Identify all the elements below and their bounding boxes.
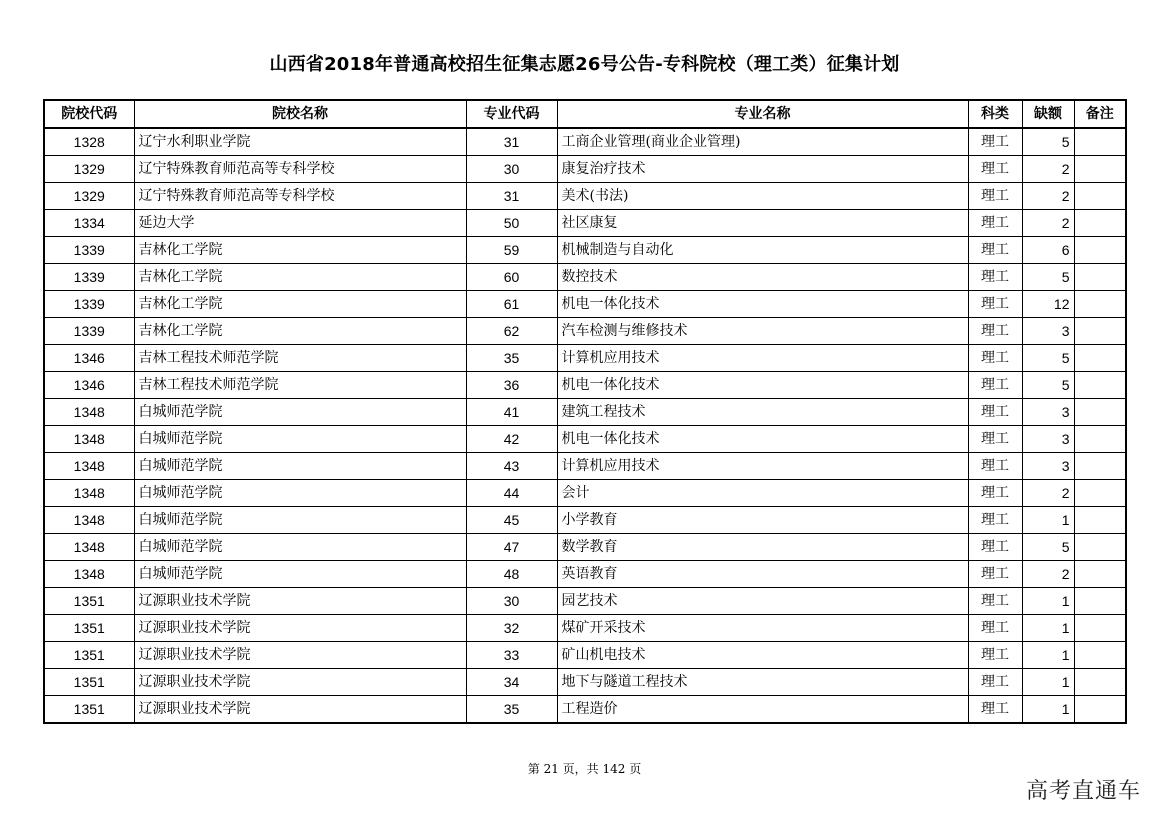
- cell-category: 理工: [968, 453, 1022, 480]
- header-major-name: 专业名称: [557, 100, 968, 128]
- cell-vacancies: 1: [1022, 615, 1074, 642]
- cell-school-name: 辽源职业技术学院: [134, 588, 466, 615]
- table-row: [44, 534, 1126, 561]
- cell-school-code: 1346: [44, 372, 134, 399]
- cell-school-code: 1329: [44, 156, 134, 183]
- cell-major-code: 30: [466, 588, 557, 615]
- table-row: [44, 372, 1126, 399]
- cell-school-code: 1348: [44, 534, 134, 561]
- cell-major-code: 61: [466, 291, 557, 318]
- table-row: [44, 156, 1126, 183]
- cell-school-code: 1351: [44, 669, 134, 696]
- table-row: [44, 237, 1126, 264]
- cell-vacancies: 5: [1022, 264, 1074, 291]
- cell-major-code: 35: [466, 345, 557, 372]
- cell-major-name: 煤矿开采技术: [557, 615, 968, 642]
- cell-category: 理工: [968, 372, 1022, 399]
- table-row: [44, 480, 1126, 507]
- cell-category: 理工: [968, 264, 1022, 291]
- cell-vacancies: 3: [1022, 399, 1074, 426]
- cell-remarks: [1074, 696, 1126, 724]
- cell-school-name: 白城师范学院: [134, 561, 466, 588]
- cell-category: 理工: [968, 237, 1022, 264]
- cell-major-code: 41: [466, 399, 557, 426]
- cell-remarks: [1074, 426, 1126, 453]
- table-header-row: [44, 100, 1126, 128]
- cell-school-code: 1348: [44, 453, 134, 480]
- cell-school-name: 辽源职业技术学院: [134, 642, 466, 669]
- cell-remarks: [1074, 210, 1126, 237]
- cell-school-name: 辽宁特殊教育师范高等专科学校: [134, 156, 466, 183]
- cell-vacancies: 2: [1022, 183, 1074, 210]
- cell-category: 理工: [968, 183, 1022, 210]
- cell-major-code: 48: [466, 561, 557, 588]
- cell-remarks: [1074, 183, 1126, 210]
- table-row: [44, 264, 1126, 291]
- cell-remarks: [1074, 453, 1126, 480]
- cell-school-name: 吉林化工学院: [134, 264, 466, 291]
- table-row: [44, 291, 1126, 318]
- cell-category: 理工: [968, 561, 1022, 588]
- cell-category: 理工: [968, 480, 1022, 507]
- cell-school-code: 1339: [44, 291, 134, 318]
- cell-major-name: 数控技术: [557, 264, 968, 291]
- cell-school-name: 白城师范学院: [134, 507, 466, 534]
- table-row: [44, 345, 1126, 372]
- cell-remarks: [1074, 291, 1126, 318]
- cell-remarks: [1074, 372, 1126, 399]
- cell-major-name: 会计: [557, 480, 968, 507]
- cell-school-name: 白城师范学院: [134, 453, 466, 480]
- cell-remarks: [1074, 588, 1126, 615]
- cell-school-name: 白城师范学院: [134, 480, 466, 507]
- cell-category: 理工: [968, 534, 1022, 561]
- cell-category: 理工: [968, 642, 1022, 669]
- cell-major-name: 小学教育: [557, 507, 968, 534]
- cell-major-code: 31: [466, 128, 557, 156]
- cell-school-name: 辽源职业技术学院: [134, 669, 466, 696]
- cell-major-name: 计算机应用技术: [557, 345, 968, 372]
- cell-school-code: 1339: [44, 264, 134, 291]
- cell-school-name: 白城师范学院: [134, 534, 466, 561]
- cell-school-name: 辽宁水利职业学院: [134, 128, 466, 156]
- cell-major-code: 35: [466, 696, 557, 724]
- cell-vacancies: 1: [1022, 507, 1074, 534]
- header-major-code: 专业代码: [466, 100, 557, 128]
- cell-major-code: 30: [466, 156, 557, 183]
- table-row: [44, 642, 1126, 669]
- cell-category: 理工: [968, 507, 1022, 534]
- cell-category: 理工: [968, 399, 1022, 426]
- cell-remarks: [1074, 642, 1126, 669]
- table-row: [44, 669, 1126, 696]
- cell-major-code: 62: [466, 318, 557, 345]
- cell-vacancies: 1: [1022, 642, 1074, 669]
- cell-vacancies: 2: [1022, 156, 1074, 183]
- cell-major-name: 数学教育: [557, 534, 968, 561]
- cell-category: 理工: [968, 426, 1022, 453]
- cell-school-name: 辽源职业技术学院: [134, 696, 466, 724]
- cell-major-name: 建筑工程技术: [557, 399, 968, 426]
- cell-school-name: 辽宁特殊教育师范高等专科学校: [134, 183, 466, 210]
- cell-category: 理工: [968, 615, 1022, 642]
- table-row: [44, 561, 1126, 588]
- cell-major-name: 工程造价: [557, 696, 968, 724]
- cell-school-name: 辽源职业技术学院: [134, 615, 466, 642]
- cell-category: 理工: [968, 128, 1022, 156]
- cell-remarks: [1074, 128, 1126, 156]
- cell-major-code: 60: [466, 264, 557, 291]
- cell-vacancies: 3: [1022, 318, 1074, 345]
- cell-school-code: 1339: [44, 318, 134, 345]
- cell-major-code: 34: [466, 669, 557, 696]
- cell-school-code: 1334: [44, 210, 134, 237]
- cell-major-name: 机电一体化技术: [557, 426, 968, 453]
- cell-remarks: [1074, 561, 1126, 588]
- cell-remarks: [1074, 615, 1126, 642]
- cell-category: 理工: [968, 156, 1022, 183]
- cell-major-code: 36: [466, 372, 557, 399]
- cell-major-code: 47: [466, 534, 557, 561]
- table-row: [44, 128, 1126, 156]
- cell-major-name: 园艺技术: [557, 588, 968, 615]
- cell-school-code: 1339: [44, 237, 134, 264]
- cell-major-name: 英语教育: [557, 561, 968, 588]
- cell-school-code: 1328: [44, 128, 134, 156]
- cell-school-name: 白城师范学院: [134, 426, 466, 453]
- cell-school-code: 1351: [44, 642, 134, 669]
- cell-school-code: 1348: [44, 561, 134, 588]
- cell-category: 理工: [968, 210, 1022, 237]
- header-school-code: 院校代码: [44, 100, 134, 128]
- cell-vacancies: 2: [1022, 480, 1074, 507]
- table-row: [44, 615, 1126, 642]
- cell-category: 理工: [968, 696, 1022, 724]
- cell-remarks: [1074, 345, 1126, 372]
- cell-school-name: 吉林工程技术师范学院: [134, 345, 466, 372]
- cell-major-name: 美术(书法): [557, 183, 968, 210]
- cell-category: 理工: [968, 669, 1022, 696]
- cell-remarks: [1074, 318, 1126, 345]
- cell-major-code: 44: [466, 480, 557, 507]
- cell-major-code: 42: [466, 426, 557, 453]
- cell-school-code: 1351: [44, 696, 134, 724]
- header-school-name: 院校名称: [134, 100, 466, 128]
- table-row: [44, 183, 1126, 210]
- cell-vacancies: 12: [1022, 291, 1074, 318]
- cell-remarks: [1074, 507, 1126, 534]
- table-row: [44, 453, 1126, 480]
- cell-major-name: 社区康复: [557, 210, 968, 237]
- cell-major-name: 康复治疗技术: [557, 156, 968, 183]
- table-row: [44, 318, 1126, 345]
- cell-remarks: [1074, 399, 1126, 426]
- header-category: 科类: [968, 100, 1022, 128]
- page-number: 第 21 页，共 142 页: [527, 762, 642, 776]
- watermark-logo-text: 高考直通车: [1025, 779, 1141, 804]
- cell-category: 理工: [968, 588, 1022, 615]
- cell-major-name: 机械制造与自动化: [557, 237, 968, 264]
- cell-category: 理工: [968, 318, 1022, 345]
- cell-school-code: 1346: [44, 345, 134, 372]
- cell-vacancies: 2: [1022, 210, 1074, 237]
- cell-category: 理工: [968, 291, 1022, 318]
- cell-vacancies: 3: [1022, 453, 1074, 480]
- cell-major-code: 33: [466, 642, 557, 669]
- cell-major-code: 50: [466, 210, 557, 237]
- table-row: [44, 588, 1126, 615]
- document-title: 山西省2018年普通高校招生征集志愿26号公告-专科院校（理工类）征集计划: [269, 54, 900, 75]
- cell-major-name: 机电一体化技术: [557, 291, 968, 318]
- cell-major-code: 31: [466, 183, 557, 210]
- cell-major-code: 45: [466, 507, 557, 534]
- cell-vacancies: 5: [1022, 128, 1074, 156]
- cell-vacancies: 1: [1022, 588, 1074, 615]
- cell-major-name: 计算机应用技术: [557, 453, 968, 480]
- cell-category: 理工: [968, 345, 1022, 372]
- cell-school-code: 1348: [44, 480, 134, 507]
- cell-school-code: 1348: [44, 507, 134, 534]
- cell-major-code: 32: [466, 615, 557, 642]
- cell-school-code: 1348: [44, 399, 134, 426]
- table-row: [44, 507, 1126, 534]
- cell-major-name: 矿山机电技术: [557, 642, 968, 669]
- cell-school-code: 1351: [44, 588, 134, 615]
- cell-major-code: 43: [466, 453, 557, 480]
- cell-remarks: [1074, 264, 1126, 291]
- table-row: [44, 426, 1126, 453]
- cell-school-code: 1351: [44, 615, 134, 642]
- cell-vacancies: 1: [1022, 669, 1074, 696]
- cell-school-name: 吉林化工学院: [134, 291, 466, 318]
- cell-vacancies: 5: [1022, 534, 1074, 561]
- cell-remarks: [1074, 237, 1126, 264]
- cell-major-name: 汽车检测与维修技术: [557, 318, 968, 345]
- cell-vacancies: 5: [1022, 345, 1074, 372]
- cell-vacancies: 5: [1022, 372, 1074, 399]
- header-vacancies: 缺额: [1022, 100, 1074, 128]
- cell-school-name: 吉林工程技术师范学院: [134, 372, 466, 399]
- table-row: [44, 399, 1126, 426]
- cell-major-name: 机电一体化技术: [557, 372, 968, 399]
- header-remarks: 备注: [1074, 100, 1126, 128]
- enrollment-plan-table: [43, 99, 1127, 724]
- cell-school-code: 1348: [44, 426, 134, 453]
- cell-vacancies: 6: [1022, 237, 1074, 264]
- cell-vacancies: 3: [1022, 426, 1074, 453]
- cell-school-code: 1329: [44, 183, 134, 210]
- table-row: [44, 696, 1126, 724]
- table-row: [44, 210, 1126, 237]
- cell-major-code: 59: [466, 237, 557, 264]
- cell-school-name: 吉林化工学院: [134, 237, 466, 264]
- cell-remarks: [1074, 480, 1126, 507]
- cell-school-name: 延边大学: [134, 210, 466, 237]
- cell-remarks: [1074, 534, 1126, 561]
- cell-remarks: [1074, 156, 1126, 183]
- cell-major-name: 地下与隧道工程技术: [557, 669, 968, 696]
- cell-vacancies: 2: [1022, 561, 1074, 588]
- cell-major-name: 工商企业管理(商业企业管理): [557, 128, 968, 156]
- table-body: [44, 128, 1126, 723]
- cell-school-name: 白城师范学院: [134, 399, 466, 426]
- cell-school-name: 吉林化工学院: [134, 318, 466, 345]
- cell-vacancies: 1: [1022, 696, 1074, 724]
- cell-remarks: [1074, 669, 1126, 696]
